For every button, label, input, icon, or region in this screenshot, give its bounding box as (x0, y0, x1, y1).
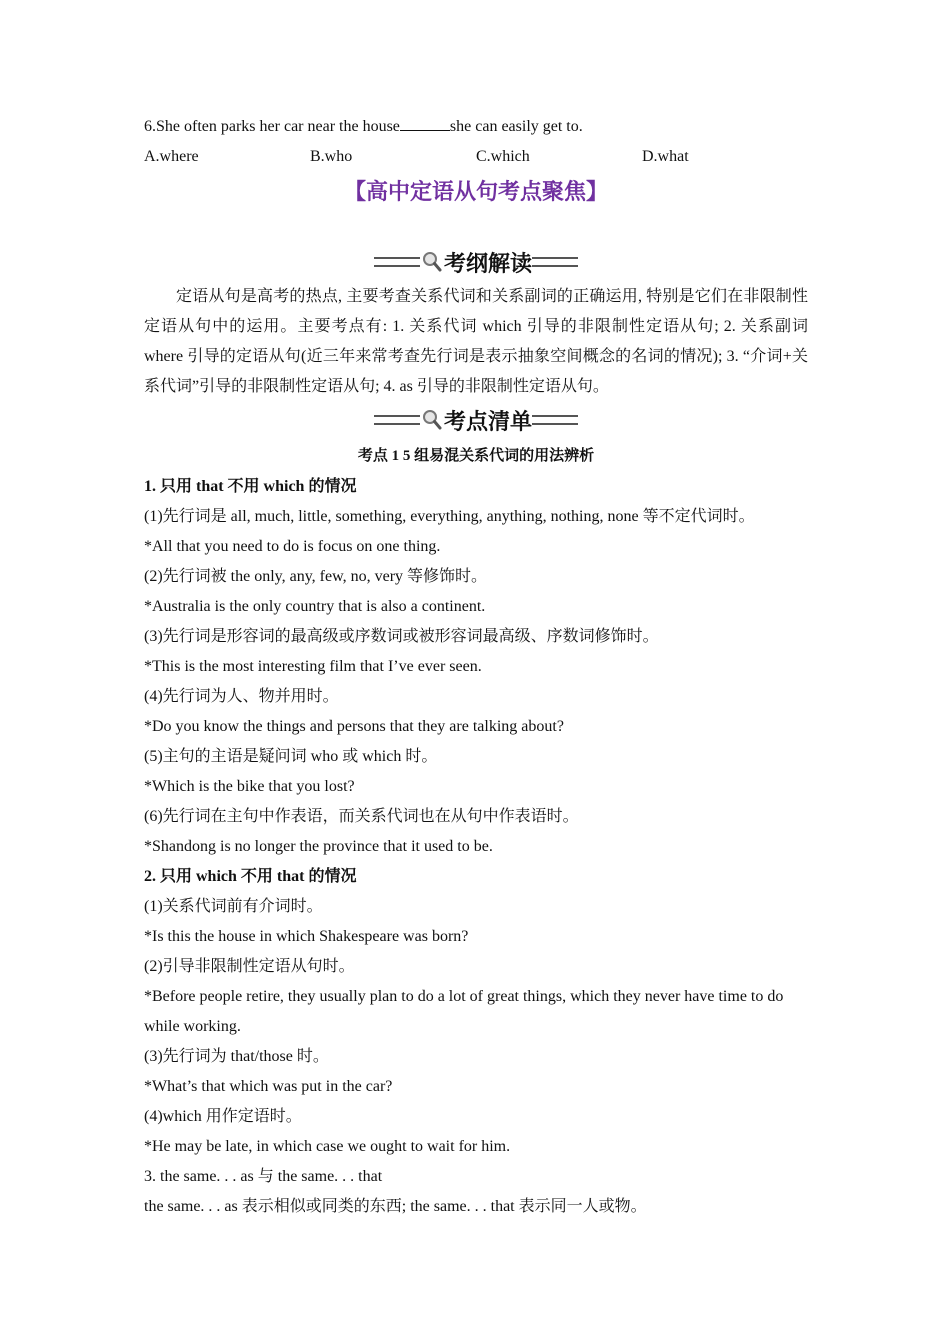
text-line: (1)先行词是 all, much, little, something, everything, anything, nothing, none 等不定代词时。 (144, 508, 755, 525)
example-line: *Australia is the only country that is also a continent. (144, 598, 486, 615)
text-line: (4)which 用作定语时。 (144, 1108, 302, 1125)
magnifier-icon (422, 409, 442, 431)
main-title: 【高中定语从句考点聚焦】 (343, 180, 608, 205)
option-a: A.where (144, 148, 199, 165)
question-stem-start: 6.She often parks her car near the house (144, 118, 400, 135)
text-line: (5)主句的主语是疑问词 who 或 which 时。 (144, 748, 438, 765)
question-stem (144, 112, 808, 142)
example-line: *Do you know the things and persons that they are talking about? (144, 718, 564, 735)
heading-rule-right (532, 257, 578, 267)
part2-heading: 2. 只用 which 不用 that 的情况 (144, 868, 357, 885)
text-line: (3)先行词是形容词的最高级或序数词或被形容词最高级、序数词修饰时。 (144, 628, 659, 645)
text-line: the same. . . as 表示相似或同类的东西; the same. . . that 表示同一人或物。 (144, 1198, 647, 1215)
example-line: *What’s that which was put in the car? (144, 1078, 393, 1095)
answer-blank (400, 118, 450, 131)
text-line: (4)先行词为人、物并用时。 (144, 688, 339, 705)
text-line: (2)引导非限制性定语从句时。 (144, 958, 355, 975)
heading-rule-left (374, 257, 420, 267)
heading-rule-left (374, 415, 420, 425)
example-line: *Before people retire, they usually plan to do a lot of great things, which they never have time to do while working. (144, 988, 784, 1035)
part3-heading: 3. the same. . . as 与 the same. . . that (144, 1168, 383, 1185)
section-heading-checklist (144, 402, 808, 438)
text-line: (2)先行词被 the only, any, few, no, very 等修饰时。 (144, 568, 488, 585)
text-line: (6)先行词在主句中作表语，而关系代词也在从句中作表语时。 (144, 808, 579, 825)
outline-paragraph: 定语从句是高考的热点, 主要考查关系代词和关系副词的正确运用, 特别是它们在非限制性定语从句中的运用。主要考点有: 1. 关系代词 which 引导的非限制性定语从句; 2. 关系副词 where 引导的定语从句(近三年来常考查先行词是表示抽象空间概念的名词的情况); 3. “介词+关系代词”引导的非限制性定语从句; 4. as 引导的非限制性定语从句。 (144, 288, 808, 395)
option-b: B.who (310, 148, 353, 165)
part1-heading: 1. 只用 that 不用 which 的情况 (144, 478, 357, 495)
text-line: (1)关系代词前有介词时。 (144, 898, 323, 915)
example-line: *He may be late, in which case we ought to wait for him. (144, 1138, 511, 1155)
example-line: *Shandong is no longer the province that it used to be. (144, 838, 493, 855)
example-line: *This is the most interesting film that I’ve ever seen. (144, 658, 482, 675)
magnifier-icon (422, 251, 442, 273)
question-stem-end: she can easily get to. (449, 118, 583, 135)
section-heading-text: 考纲解读 (443, 251, 532, 277)
section-heading-text: 考点清单 (443, 409, 532, 435)
text-line: (3)先行词为 that/those 时。 (144, 1048, 329, 1065)
example-line: *Is this the house in which Shakespeare was born? (144, 928, 469, 945)
section-heading-exam-outline (144, 244, 808, 280)
checklist-subtitle: 考点 1 5 组易混关系代词的用法辨析 (357, 448, 595, 464)
document-page (144, 112, 808, 1222)
option-c: C.which (476, 148, 530, 165)
example-line: *Which is the bike that you lost? (144, 778, 355, 795)
example-line: *All that you need to do is focus on one thing. (144, 538, 441, 555)
option-d: D.what (642, 148, 689, 165)
answer-options (144, 142, 808, 172)
heading-rule-right (532, 415, 578, 425)
